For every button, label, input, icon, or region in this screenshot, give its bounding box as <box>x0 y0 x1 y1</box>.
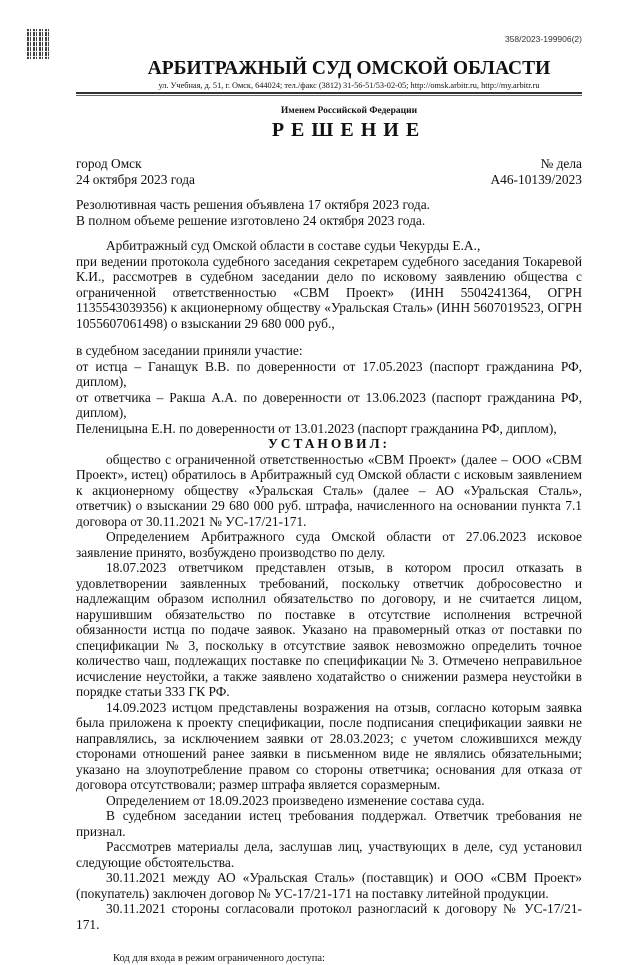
paragraph: 30.11.2021 между АО «Уральская Сталь» (поставщик) и ООО «СВМ Проект» (покупатель) заключен договор № УС-17/21-171 на поставку литейной продукции. <box>76 870 582 901</box>
case-label: № дела <box>540 156 582 171</box>
document-body <box>76 156 582 965</box>
participant-defendant-2: Пеленицына Е.Н. по доверенности от 13.01.2023 (паспорт гражданина РФ, диплом), <box>76 420 557 436</box>
participant-defendant: от ответчика – Ракша А.А. по доверенности от 13.06.2023 (паспорт гражданина РФ, диплом), <box>76 389 582 420</box>
header-divider <box>76 92 582 94</box>
decision-prepared: В полном объеме решение изготовлено 24 октября 2023 года. <box>76 212 426 228</box>
paragraph: Определением Арбитражного суда Омской области от 27.06.2023 исковое заявление принято, возбуждено производство по делу. <box>76 529 582 560</box>
resolution-announced: Резолютивная часть решения объявлена 17 октября 2023 года. <box>76 197 431 212</box>
document-number: 358/2023-199906(2) <box>504 34 582 44</box>
paragraph: общество с ограниченной ответственностью «СВМ Проект» (далее – ООО «СВМ Проект», истец) обратилось в Арбитражный суд Омской области с исковым заявлением к акционерному обществу «Уральская Сталь» (далее – АО «Уральская Сталь», ответчик) о взыскании 29 680 000 руб. штрафа, начисленного на основании пункта 7.1 договора от 30.11.2021 № УС-17/21-171. <box>76 451 582 529</box>
case-number: А46-10139/2023 <box>490 171 582 187</box>
paragraph: Определением от 18.09.2023 произведено изменение состава суда. <box>106 792 485 808</box>
city: город Омск <box>76 156 142 171</box>
paragraph: В судебном заседании истец требования поддержал. Ответчик требования не признал. <box>76 808 582 839</box>
meta-row-1 <box>76 156 582 172</box>
court-name: АРБИТРАЖНЫЙ СУД ОМСКОЙ ОБЛАСТИ <box>147 58 551 79</box>
access-code-label: Код для входа в режим ограниченного доступа: <box>113 953 325 964</box>
case-description: при ведении протокола судебного заседания секретарем судебного заседания Токаревой К.И., рассмотрев в судебном заседании дело по исковому заявлению общества с ограниченной ответственностью «СВМ Проект» (ИНН 5504241364, ОГРН 1135543039356) к акционерному обществу «Уральская Сталь» (ИНН 5607019523, ОГРН 1055607061498) о взыскании 29 680 000 руб., <box>76 253 582 331</box>
document-title: РЕШЕНИЕ <box>271 119 427 141</box>
paragraph: Рассмотрев материалы дела, заслушав лиц, участвующих в деле, суд установил следующие обстоятельства. <box>76 839 582 870</box>
court-address: ул. Учебная, д. 51, г. Омск, 644024; тел./факс (3812) 31-56-51/53-02-05; http://omsk.arbitr.ru, http://my.arbitr.ru <box>158 81 540 90</box>
participant-plaintiff: от истца – Ганащук В.В. по доверенности от 17.05.2023 (паспорт гражданина РФ, диплом), <box>76 358 582 389</box>
header-divider-thin <box>76 95 582 96</box>
meta-row-2 <box>76 172 582 188</box>
decision-date: 24 октября 2023 года <box>76 171 195 187</box>
paragraph: 30.11.2021 стороны согласовали протокол разногласий к договору № УС-17/21-171. <box>76 901 582 932</box>
paragraph: 14.09.2023 истцом представлены возражения на отзыв, согласно которым заявка была приложена к проекту спецификации, после подписания спецификации заявки не направлялись, за исключением заявки от 28.03.2023; с учетом сложившихся между сторонами отношений ранее заявки в письменном виде не являлись обязательными; указано на злоупотребление правом со стороны ответчика; основания для отказа от договора отсутствовали; размер штрафа является соразмерным. <box>76 699 582 792</box>
court-composition: Арбитражный суд Омской области в составе судьи Чекурды Е.А., <box>106 238 481 253</box>
established-heading: УСТАНОВИЛ: <box>267 436 391 451</box>
paragraph: 18.07.2023 ответчиком представлен отзыв, в котором просил отказать в удовлетворении заявленных требований, поскольку ответчик добросовестно и надлежащим образом исполнил обязательство по договору, и не считается лицом, нарушившим обязательство по поставке в отсутствие исполнения встречной обязанности истца по подаче заявок. Указано на правомерный отказ от поставки по спецификации № 3, поскольку в отсутствие заявок невозможно определить точное количество чаш, подлежащих поставке по спецификации № 3. Отмечено неправильное исчисление неустойки, а также заявлено ходатайство о снижении размера неустойки в порядке статьи 333 ГК РФ. <box>76 560 582 699</box>
in-name-of-federation: Именем Российской Федерации <box>280 106 418 116</box>
qr-code <box>27 29 49 59</box>
participants-heading: в судебном заседании приняли участие: <box>76 343 303 358</box>
